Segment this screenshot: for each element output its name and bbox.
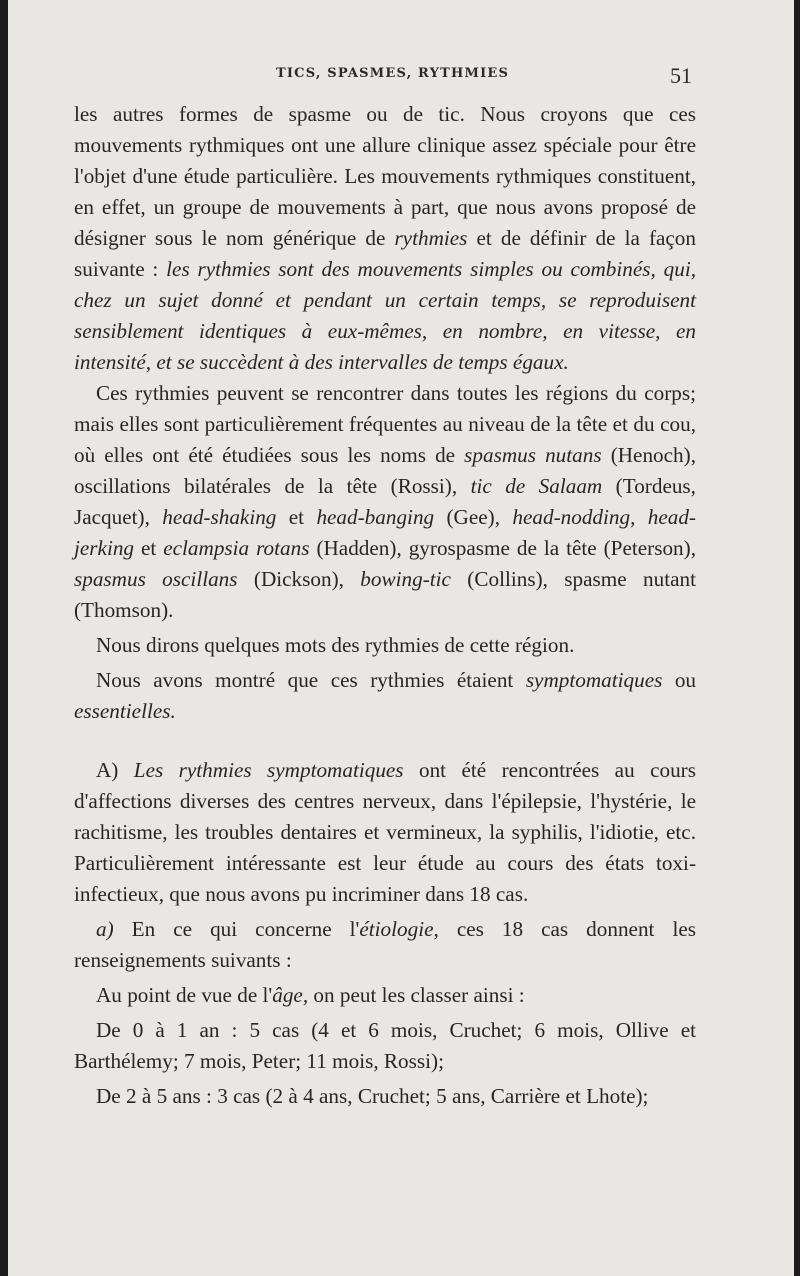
text-run: les autres formes de spasme ou de tic. Nous croyons que ces mouvements rythmiques ont une allure clinique assez spéciale pour être l'objet d'une étude particulière. Les mouvements rythmiques constituent, en effet, un groupe de mouvements à part, que nous avons proposé de désigner sous le nom générique de	[74, 102, 696, 250]
paragraph-short: Nous dirons quelques mots des rythmies de cette région.	[96, 633, 575, 657]
italic-term: head-shaking	[162, 505, 277, 529]
text-run: A)	[96, 758, 134, 782]
text-run: (Gee),	[434, 505, 513, 529]
text-run: Au point de vue de l'	[96, 983, 273, 1007]
italic-term: tic de Salaam	[470, 474, 603, 498]
text-run: ont été rencontrées au cours d'affections diverses des centres nerveux, dans l'épilepsie, l'hystérie, le rachitisme, les troubles dentaires et vermineux, la syphilis, l'idiotie, etc. Particulièrement intéressante est leur étude au cours des états toxi-infectieux, que nous avons pu incriminer dans 18 cas.	[74, 758, 696, 906]
text-run: En ce qui concerne l'	[113, 917, 360, 941]
text-run: (Henoch), oscillations bilatérales de la tête (Rossi),	[74, 443, 696, 498]
paragraph-age-2-5: De 2 à 5 ans : 3 cas (2 à 4 ans, Cruchet; 5 ans, Carrière et Lhote);	[96, 1084, 649, 1108]
text-run: ou	[662, 668, 697, 692]
text-run: (Hadden), gyrospasme de la tête (Peterson),	[309, 536, 696, 560]
italic-term: head-nodding, head-jerking	[74, 505, 696, 560]
italic-heading: Les rythmies symptomatiques	[133, 758, 404, 782]
text-run: Nous avons montré que ces rythmies étaient	[96, 668, 526, 692]
italic-term: spasmus oscillans	[74, 567, 238, 591]
italic-term: essentielles.	[74, 699, 176, 723]
text-run: on peut les classer ainsi :	[308, 983, 525, 1007]
italic-term: âge,	[272, 983, 309, 1007]
italic-term: bowing-tic	[360, 567, 451, 591]
text-run: et	[134, 536, 164, 560]
italic-marker: a)	[96, 917, 114, 941]
paragraph-symptomatic	[74, 755, 696, 910]
paragraph-etiology	[74, 914, 696, 976]
text-run: Ces rythmies peuvent se rencontrer dans toutes les régions du corps; mais elles sont particulièrement fréquentes au niveau de la tête et du cou, où elles ont été étudiées sous les noms de	[74, 381, 696, 467]
italic-term: étiologie,	[359, 917, 439, 941]
paragraph-age	[74, 980, 696, 1011]
italic-term: rythmies	[394, 226, 468, 250]
running-title: TICS, SPASMES, RYTHMIES	[276, 66, 510, 81]
paragraph-age-0-1: De 0 à 1 an : 5 cas (4 et 6 mois, Cruchet; 6 mois, Ollive et Barthélemy; 7 mois, Peter; 11 mois, Rossi);	[74, 1018, 696, 1073]
text-run: et	[276, 505, 317, 529]
italic-term: head-banging	[316, 505, 435, 529]
book-page	[8, 0, 794, 1276]
text-run: (Tordeus, Jacquet),	[74, 474, 696, 529]
text-run: (Collins), spasme nutant (Thomson).	[74, 567, 697, 622]
running-head	[8, 63, 794, 88]
text-run: et de définir de la façon suivante :	[74, 226, 696, 281]
italic-term: eclampsia rotans	[163, 536, 310, 560]
italic-term: symptomatiques	[525, 668, 663, 692]
paragraph-definition	[74, 99, 696, 378]
page-number: 51	[670, 63, 692, 88]
paragraph-classification	[74, 665, 696, 727]
text-run: ces 18 cas donnent les renseignements suivants :	[74, 917, 697, 972]
paragraph-regions	[74, 378, 696, 626]
body-text	[74, 99, 696, 1112]
italic-definition: les rythmies sont des mouvements simples ou combinés, qui, chez un sujet donné et pendant un certain temps, se reproduisent sensiblement identiques à eux-mêmes, en nombre, en vitesse, en intensité, et se succèdent à des intervalles de temps égaux.	[74, 257, 697, 374]
text-run: (Dickson),	[237, 567, 361, 591]
italic-term: spasmus nutans	[464, 443, 602, 467]
